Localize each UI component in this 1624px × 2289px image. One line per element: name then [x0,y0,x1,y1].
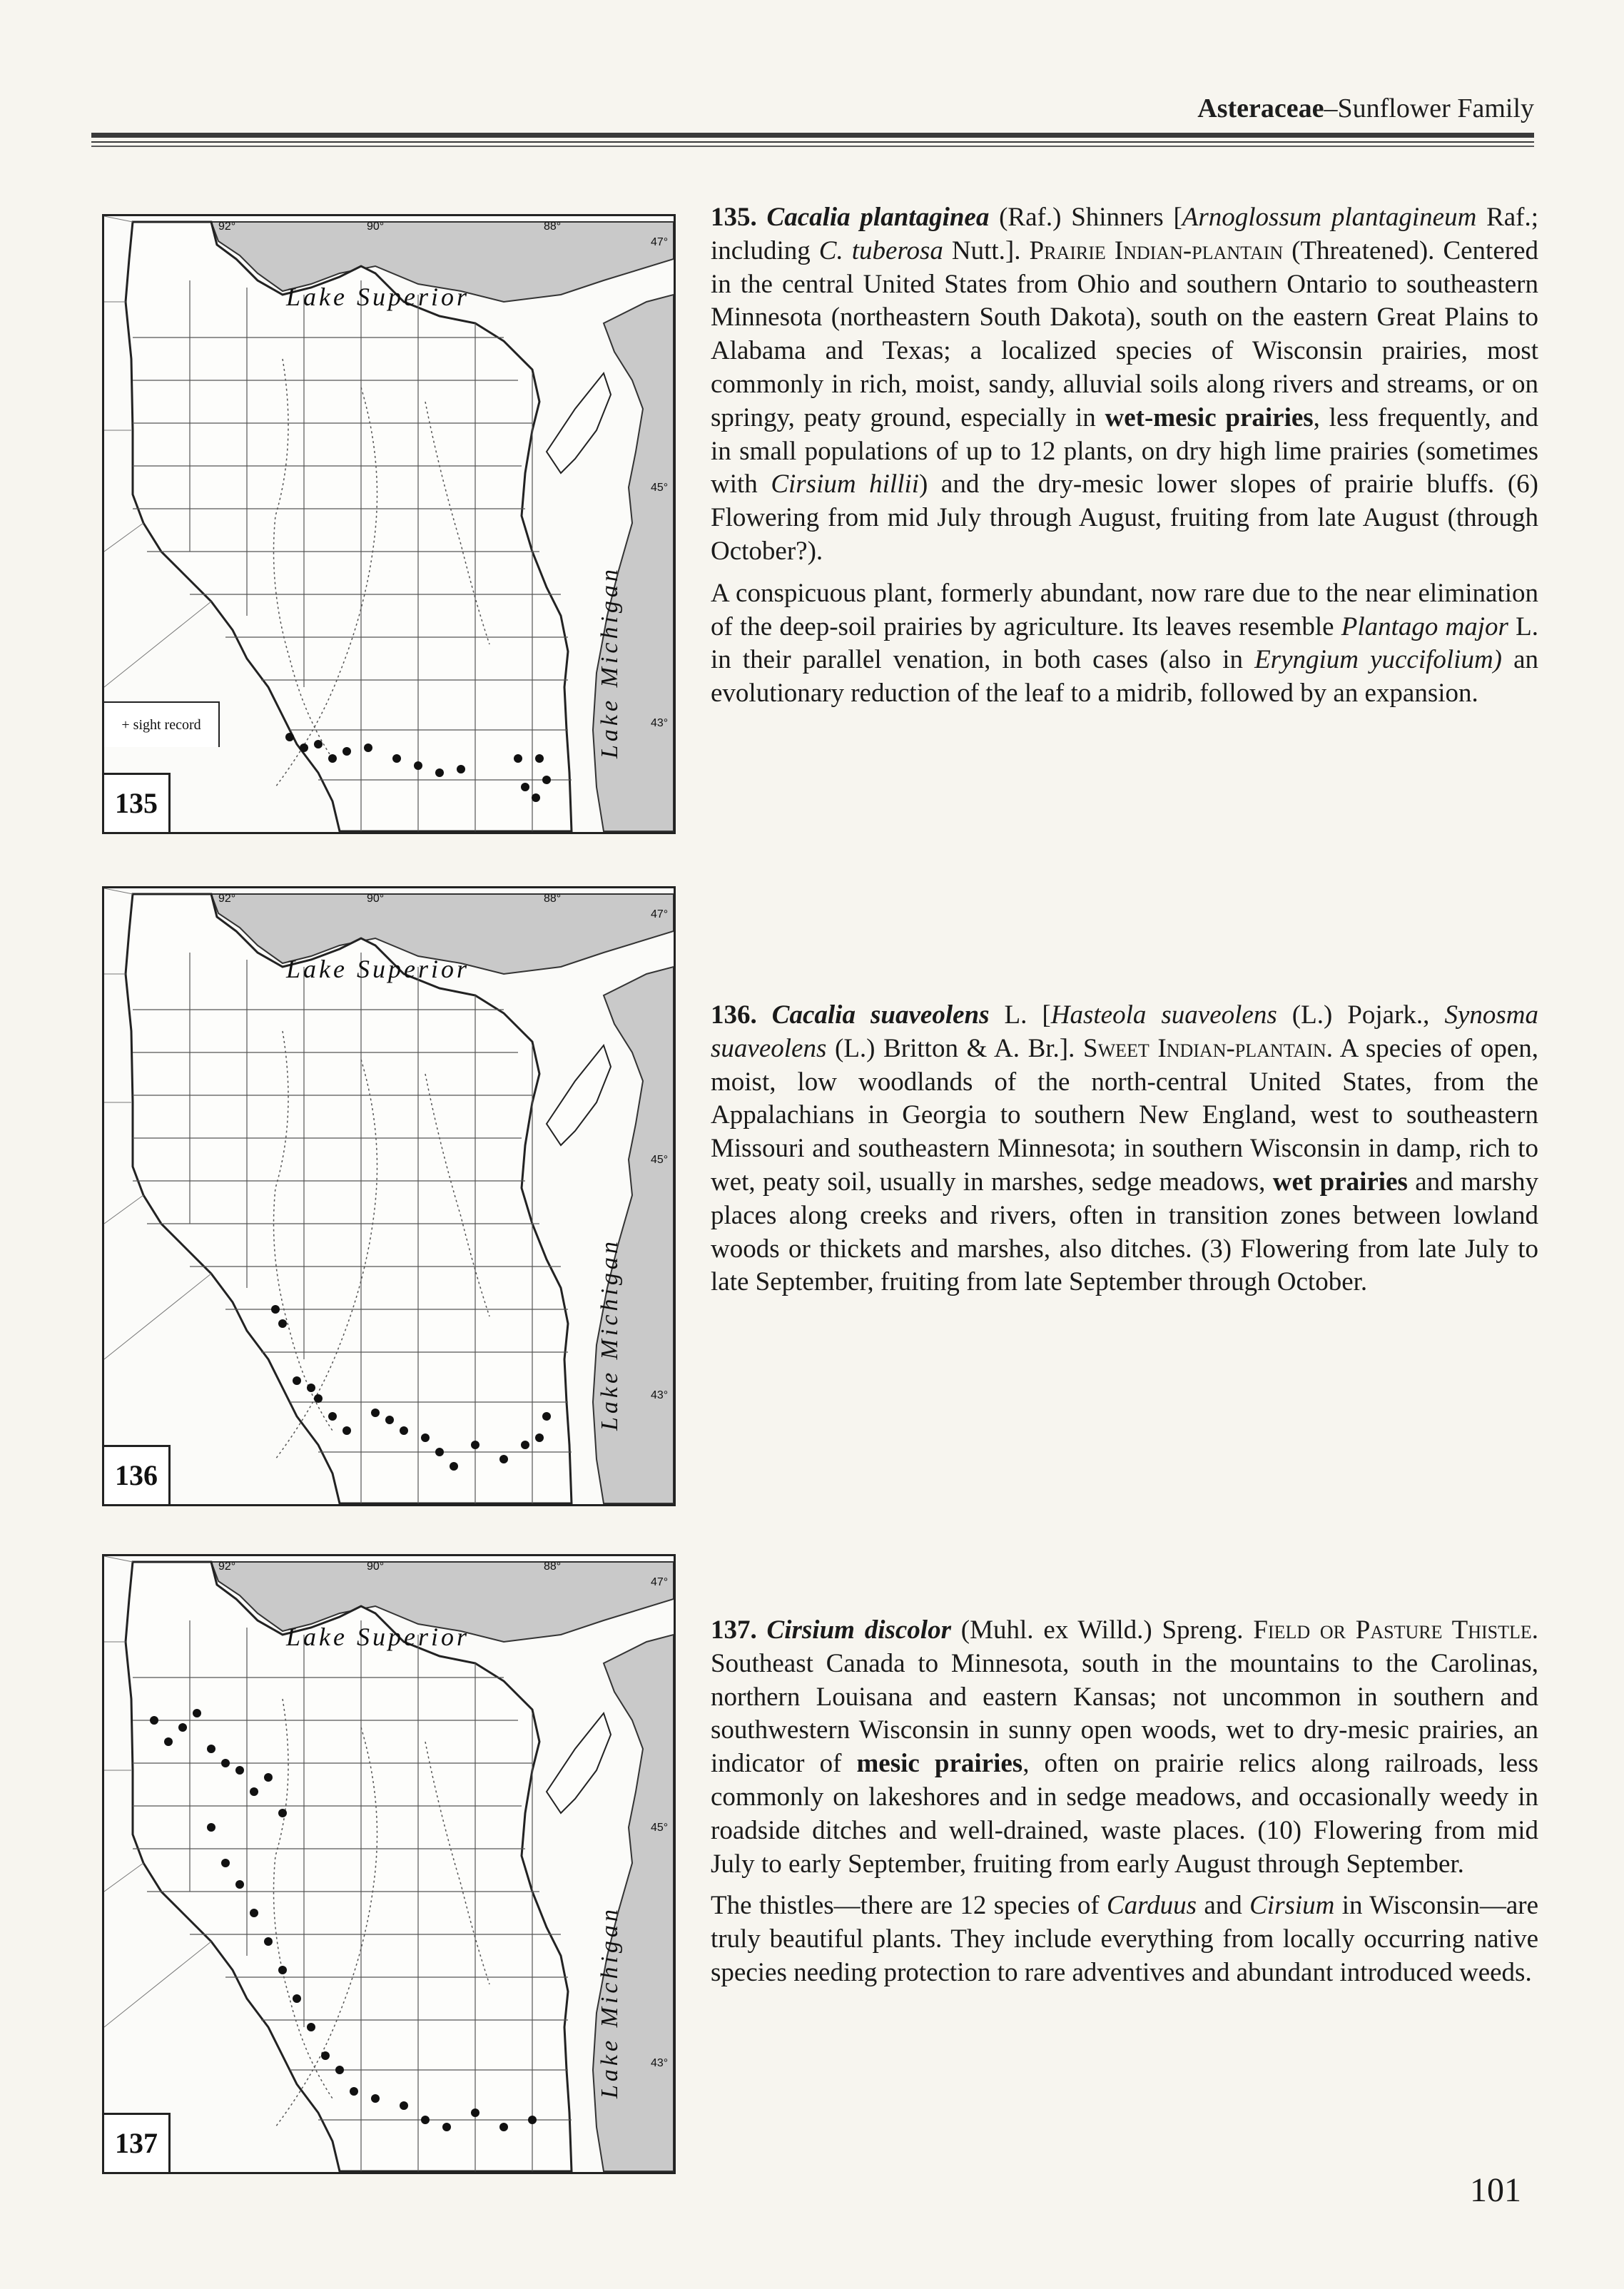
door-peninsula [547,1045,611,1145]
entry-paragraph [711,1614,1538,1881]
species-name: Cacalia plantaginea [766,203,990,232]
lake-superior-label: Lake Superior [286,283,470,311]
specimen-record-dot [314,1394,323,1403]
text-run: and [1197,1891,1250,1921]
family-common-name: –Sunflower Family [1324,93,1534,123]
specimen-record-dot [442,2123,451,2131]
specimen-record-dot [342,747,351,756]
specimen-record-dot [457,765,465,773]
entry-paragraph [711,999,1538,1299]
specimen-record-dot [350,2087,358,2096]
specimen-record-dot [207,1745,215,1753]
figure-number: 137 [104,2113,171,2172]
specimen-record-dot [371,1409,380,1417]
entry-paragraph-2 [711,577,1538,711]
text-run: (Raf.) Shinners [ [989,203,1182,232]
text-run: an evolutionary reduction of the leaf to a midrib, followed by an expansion. [711,645,1538,709]
longitude-88: 88° [544,1560,562,1573]
longitude-88: 88° [544,220,562,233]
latitude-43: 43° [651,717,669,729]
specimen-record-dot [514,754,522,763]
latitude-45: 45° [651,1822,669,1834]
habitat-highlight: wet prairies [1272,1167,1408,1197]
text-run: (L.) Pojark., [1277,1000,1445,1030]
specimen-record-dot [150,1716,158,1725]
lake-michigan-label: Lake Michigan [597,1906,623,2098]
sight-record-key: + sight record [104,701,220,747]
entry-number: 135. [711,203,757,232]
figure-number: 136 [104,1445,171,1504]
longitude-92: 92° [218,220,236,233]
specimen-record-dot [264,1937,273,1946]
lake-superior-label: Lake Superior [286,1623,470,1651]
specimen-record-dot [293,1994,301,2003]
latitude-45: 45° [651,1154,669,1166]
wisconsin-outline [126,894,572,1503]
specimen-record-dot [235,1766,244,1775]
synonym-name: Arnoglossum plantagineum [1182,203,1477,232]
specimen-record-dot [178,1723,187,1732]
text-run: (Threatened). Centered in the central United States from Ohio and southern Ontario to southeastern Minnesota (northeastern South Dakota), south on the eastern Great Plains to Alabama and Texas; a localized species of Wisconsin prairies, most commonly in rich, moist, sandy, alluvial soils along rivers and streams, or on springy, peaty ground, especially in [711,235,1538,432]
specimen-record-dot [371,2094,380,2103]
running-header [999,91,1534,126]
specimen-record-dot [264,1773,273,1782]
species-entry-136 [711,999,1538,1299]
specimen-record-dot [335,2066,344,2074]
specimen-record-dot [250,1909,258,1917]
text-run: in Wisconsin—are truly beautiful plants. They include everything from locally occurring native species needing protection to rare adventives and abundant introduced weeds. [711,1891,1538,1987]
specimen-record-dot [535,754,544,763]
text-run: L. [ [989,1000,1051,1030]
specimen-record-dot [400,1426,408,1435]
text-run: ) and the dry-mesic lower slopes of prairie bluffs. (6) Flowering from mid July through August, fruiting from late August (through October?). [711,470,1538,566]
specimen-record-dot [328,754,337,763]
specimen-record-dot [250,1787,258,1796]
entry-paragraph-2 [711,1889,1538,1989]
specimen-record-dot [221,1859,230,1867]
specimen-record-dot [532,793,540,802]
specimen-record-dot [271,1305,280,1314]
figure-number: 135 [104,773,171,832]
lake-michigan-label: Lake Michigan [597,1238,623,1431]
entry-number: 137. [711,1615,757,1645]
longitude-90: 90° [367,893,385,905]
text-run: The thistles—there are 12 species of [711,1891,1107,1921]
species-reference: Plantago major [1341,611,1508,641]
specimen-record-dot [521,1441,529,1449]
longitude-92: 92° [218,893,236,905]
entry-number: 136. [711,1000,757,1030]
specimen-record-dot [321,2051,330,2060]
distribution-map-137 [102,1554,676,2174]
lake-michigan-label: Lake Michigan [597,566,623,758]
header-rule-thin-2 [91,146,1534,147]
specimen-record-dot [300,743,308,752]
latitude-47: 47° [651,908,669,920]
specimen-record-dot [278,1809,287,1817]
longitude-92: 92° [218,1560,236,1573]
species-entry-137 [711,1614,1538,1990]
header-rule-thin [91,141,1534,143]
common-name: Prairie Indian-plantain [1029,235,1284,265]
text-run: Nutt.]. [943,235,1030,265]
species-reference: Carduus [1106,1891,1197,1921]
specimen-record-dot [542,776,551,784]
specimen-record-dot [414,761,422,770]
entry-paragraph [711,201,1538,569]
specimen-record-dot [435,768,444,777]
specimen-record-dot [193,1709,201,1717]
specimen-record-dot [164,1737,173,1746]
specimen-record-dot [342,1426,351,1435]
specimen-record-dot [421,2116,430,2124]
specimen-record-dot [307,1384,315,1392]
latitude-43: 43° [651,2057,669,2069]
specimen-record-dot [499,2123,508,2131]
specimen-record-dot [421,1433,430,1442]
text-run: (L.) Britton & A. Br.]. [826,1033,1083,1063]
specimen-record-dot [285,733,294,741]
longitude-90: 90° [367,220,385,233]
latitude-47: 47° [651,236,669,248]
synonym-name: C. tuberosa [818,235,943,265]
specimen-record-dot [221,1759,230,1767]
text-run: L. in their parallel venation, in both cases (also in [711,611,1539,675]
common-name: Sweet Indian-plantain [1083,1033,1326,1063]
specimen-record-dot [535,1433,544,1442]
text-run: and marshy places along creeks and rivers, often in transition zones between lowland woods or thickets and marshes, also ditches. (3) Flowering from late July to late September, fruiting from late September through October. [711,1167,1538,1297]
text-run: (Muhl. ex Willd.) Spreng. [951,1615,1254,1645]
species-entry-135 [711,201,1538,711]
specimen-record-dot [293,1376,301,1385]
specimen-record-dot [528,2116,537,2124]
specimen-record-dot [521,783,529,791]
synonym-name: Synosma suaveolens [711,1000,1538,1063]
longitude-90: 90° [367,1560,385,1573]
habitat-highlight: mesic prairies [856,1749,1023,1779]
longitude-88: 88° [544,893,562,905]
page-number: 101 [1470,2171,1521,2209]
text-run: . A species of open, moist, low woodlands of the north-central United States, from the Appalachians in Georgia to southern New England, west to southeastern Missouri and southeastern Minnesota; in southern Wisconsin in damp, rich to wet, peaty soil, usually in marshes, sedge meadows, [711,1033,1538,1197]
family-name: Asteraceae [1197,93,1324,123]
specimen-record-dot [435,1448,444,1456]
text-run: , less frequently, and in small populations of up to 12 plants, on dry high lime prairies (sometimes with [711,402,1538,499]
synonym-name: Hasteola suaveolens [1050,1000,1277,1030]
specimen-record-dot [207,1823,215,1832]
species-reference: Cirsium [1249,1891,1335,1921]
specimen-record-dot [471,1441,479,1449]
latitude-45: 45° [651,482,669,494]
specimen-record-dot [364,743,372,752]
associated-species: Cirsium hillii [771,470,920,499]
text-run: , often on prairie relics along railroads, less commonly on lakeshores and in sedge meadows, and occasionally weedy in roadside ditches and well-drained, waste places. (10) Flowering from mid July to early September, fruiting from early August through September. [711,1749,1539,1879]
text-run: . Southeast Canada to Minnesota, south in the mountains to the Carolinas, northern Louisana and eastern Kansas; not uncommon in southern and southwestern Wisconsin in sunny open woods, wet to dry-mesic prairies, an indicator of [711,1615,1538,1779]
specimen-record-dot [328,1412,337,1421]
common-name: Field or Pasture Thistle [1253,1615,1532,1645]
text-run: A conspicuous plant, formerly abundant, now rare due to the near elimination of the deep-soil prairies by agriculture. Its leaves resemble [711,578,1538,641]
latitude-43: 43° [651,1389,669,1401]
door-peninsula [547,1713,611,1813]
specimen-record-dot [314,740,323,748]
distribution-map-136 [102,886,676,1506]
species-name: Cirsium discolor [766,1615,951,1645]
specimen-record-dot [235,1880,244,1889]
specimen-record-dot [450,1462,458,1471]
distribution-map-135 [102,214,676,834]
species-name: Cacalia suaveolens [771,1000,990,1030]
specimen-record-dot [400,2101,408,2110]
specimen-record-dot [278,1966,287,1974]
lake-superior-label: Lake Superior [286,955,470,983]
latitude-47: 47° [651,1576,669,1588]
header-rule [91,133,1534,138]
specimen-record-dot [499,1455,508,1463]
species-reference: Eryngium yuccifolium) [1254,645,1502,675]
specimen-record-dot [307,2023,315,2031]
specimen-record-dot [471,2108,479,2117]
specimen-record-dot [278,1319,287,1328]
text-run: Raf.; including [711,203,1539,265]
specimen-record-dot [385,1416,394,1424]
door-peninsula [547,373,611,473]
specimen-record-dot [392,754,401,763]
specimen-record-dot [542,1412,551,1421]
wisconsin-outline [126,1562,572,2171]
habitat-highlight: wet-mesic prairies [1105,402,1314,432]
